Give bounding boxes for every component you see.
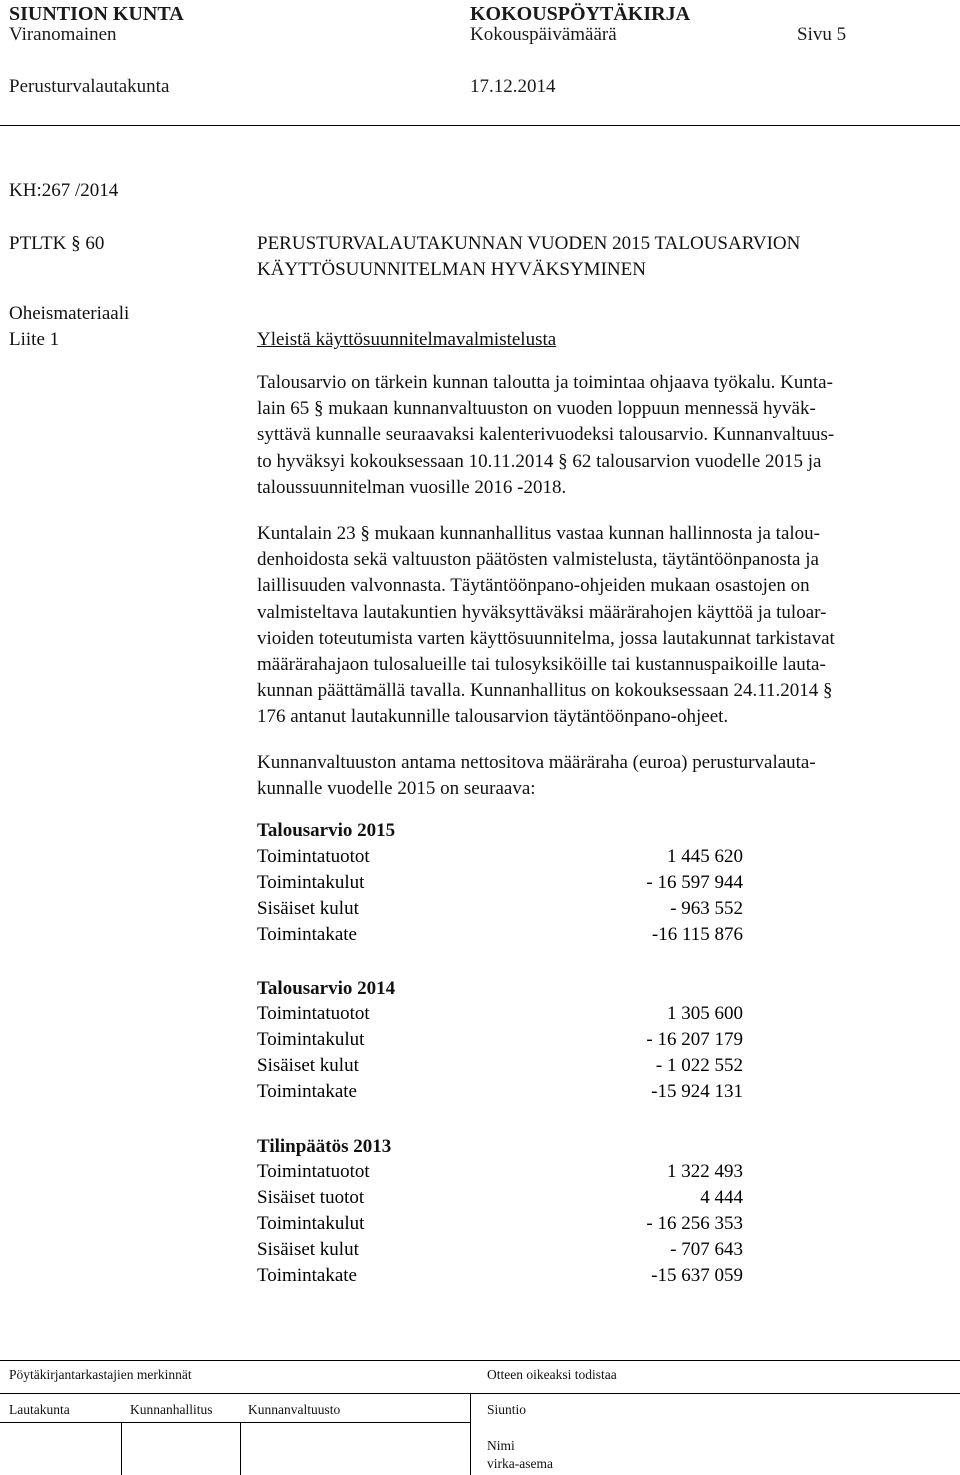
footer-col-council: Kunnanvaltuusto <box>248 1402 341 1417</box>
checkers-label: Pöytäkirjantarkastajien merkinnät <box>9 1367 192 1382</box>
row-label: Toimintakate <box>257 1265 357 1286</box>
row-value: -15 637 059 <box>651 1265 743 1286</box>
footer-place: Siuntio <box>487 1402 527 1417</box>
budget-table-title: Talousarvio 2015 <box>257 820 396 841</box>
budget-row <box>257 872 743 898</box>
footer-col-board: Lautakunta <box>9 1402 70 1417</box>
document-type: KOKOUSPÖYTÄKIRJA <box>470 3 691 25</box>
paragraph-line: laillisuuden valvonnasta. Täytäntöönpano-ohjeiden mukaan osastojen on <box>257 575 810 597</box>
paragraph-line: määrärahajaon tulosalueille tai tulosyksiköille tai kustannuspaikoille lauta- <box>257 653 826 675</box>
row-label: Sisäiset kulut <box>257 1055 359 1076</box>
paragraph-2 <box>257 521 957 731</box>
meeting-date: 17.12.2014 <box>470 76 556 97</box>
paragraph-line: Kunnanvaltuuston antama nettositova määräraha (euroa) perusturvalauta- <box>257 752 816 773</box>
row-value: 4 444 <box>700 1187 743 1208</box>
row-label: Toimintatuotot <box>257 846 370 867</box>
row-label: Toimintatuotot <box>257 1003 370 1024</box>
row-value: - 707 643 <box>670 1239 743 1260</box>
paragraph-line: kunnalle vuodelle 2015 on seuraava: <box>257 778 536 800</box>
budget-row <box>257 1003 743 1029</box>
authority-label: Viranomainen <box>9 24 117 45</box>
case-title-line: KÄYTTÖSUUNNITELMAN HYVÄKSYMINEN <box>257 259 646 281</box>
paragraph-line: syttävä kunnalle seuraavaksi kalenterivuodeksi talousarvio. Kunnanvaltuus- <box>257 424 835 446</box>
case-title-line: PERUSTURVALAUTAKUNNAN VUODEN 2015 TALOUSARVION <box>257 233 801 254</box>
row-label: Toimintakulut <box>257 1029 365 1050</box>
row-value: - 16 597 944 <box>646 872 743 893</box>
budget-row <box>257 1161 743 1187</box>
footer-title-label: virka-asema <box>487 1456 553 1471</box>
paragraph-line: denhoidosta sekä valtuuston päätösten valmistelusta, täytäntöönpanosta ja <box>257 549 819 571</box>
row-value: 1 305 600 <box>667 1003 743 1024</box>
org-name: SIUNTION KUNTA <box>9 3 184 25</box>
footer-name-label: Nimi <box>487 1438 515 1453</box>
paragraph-1 <box>257 370 957 501</box>
paragraph-line: Kuntalain 23 § mukaan kunnanhallitus vastaa kunnan hallinnosta ja talou- <box>257 523 821 544</box>
budget-row <box>257 1213 743 1239</box>
row-label: Toimintakulut <box>257 1213 365 1234</box>
page-number: Sivu 5 <box>797 24 847 45</box>
footer-col-municipal-board: Kunnanhallitus <box>130 1402 213 1417</box>
row-label: Sisäiset tuotot <box>257 1187 365 1208</box>
attachment-label: Oheismateriaali <box>9 303 130 324</box>
section-subtitle: Yleistä käyttösuunnitelmavalmistelusta <box>257 329 557 350</box>
paragraph-line: vioiden toteutumista varten käyttösuunnitelma, jossa lautakunnat tarkistavat <box>257 627 835 649</box>
paragraph-line: to hyväksyi kokouksessaan 10.11.2014 § 62 talousarvion vuodelle 2015 ja <box>257 450 822 472</box>
budget-row <box>257 1081 743 1107</box>
budget-row <box>257 1187 743 1213</box>
budget-row <box>257 1055 743 1081</box>
footer-top-divider <box>0 1360 960 1361</box>
footer-col-separator <box>121 1422 122 1475</box>
footer-mid-divider <box>0 1393 960 1394</box>
budget-row <box>257 924 743 950</box>
footer-col-separator <box>240 1422 241 1475</box>
row-label: Toimintakulut <box>257 872 365 893</box>
date-label: Kokouspäivämäärä <box>470 24 617 45</box>
footer-col-separator <box>470 1393 471 1475</box>
row-value: - 16 207 179 <box>646 1029 743 1050</box>
case-id: KH:267 /2014 <box>9 180 119 201</box>
row-value: -16 115 876 <box>651 924 743 945</box>
budget-row <box>257 1265 743 1291</box>
case-ref: PTLTK § 60 <box>9 233 105 254</box>
footer-sign-divider <box>0 1422 470 1423</box>
budget-table-title: Tilinpäätös 2013 <box>257 1136 392 1157</box>
paragraph-line: taloussuunnitelman vuosille 2016 -2018. <box>257 476 567 498</box>
row-value: - 16 256 353 <box>646 1213 743 1234</box>
row-label: Sisäiset kulut <box>257 1239 359 1260</box>
row-value: -15 924 131 <box>651 1081 743 1102</box>
paragraph-line: kunnan päättämällä tavalla. Kunnanhallitus on kokouksessaan 24.11.2014 § <box>257 680 833 702</box>
paragraph-3 <box>257 750 957 802</box>
certified-label: Otteen oikeaksi todistaa <box>487 1367 617 1382</box>
row-value: - 1 022 552 <box>655 1055 743 1076</box>
row-value: 1 322 493 <box>667 1161 743 1182</box>
paragraph-line: Talousarvio on tärkein kunnan taloutta ja toimintaa ohjaava työkalu. Kunta- <box>257 372 833 393</box>
row-label: Sisäiset kulut <box>257 898 359 919</box>
case-title <box>257 231 800 283</box>
budget-table-title: Talousarvio 2014 <box>257 978 396 999</box>
row-label: Toimintatuotot <box>257 1161 370 1182</box>
authority-name: Perusturvalautakunta <box>9 76 170 97</box>
header-divider <box>0 125 960 126</box>
row-value: - 963 552 <box>670 898 743 919</box>
budget-row <box>257 898 743 924</box>
paragraph-line: lain 65 § mukaan kunnanvaltuuston on vuoden loppuun mennessä hyväk- <box>257 398 816 420</box>
budget-row <box>257 1239 743 1265</box>
paragraph-line: 176 antanut lautakunnille talousarvion täytäntöönpano-ohjeet. <box>257 706 729 728</box>
row-label: Toimintakate <box>257 1081 357 1102</box>
attachment-id: Liite 1 <box>9 329 60 350</box>
budget-row <box>257 846 743 872</box>
paragraph-line: valmisteltava lautakuntien hyväksyttäväksi määrärahojen käyttöä ja tuloar- <box>257 601 827 623</box>
row-label: Toimintakate <box>257 924 357 945</box>
budget-row <box>257 1029 743 1055</box>
row-value: 1 445 620 <box>667 846 743 867</box>
